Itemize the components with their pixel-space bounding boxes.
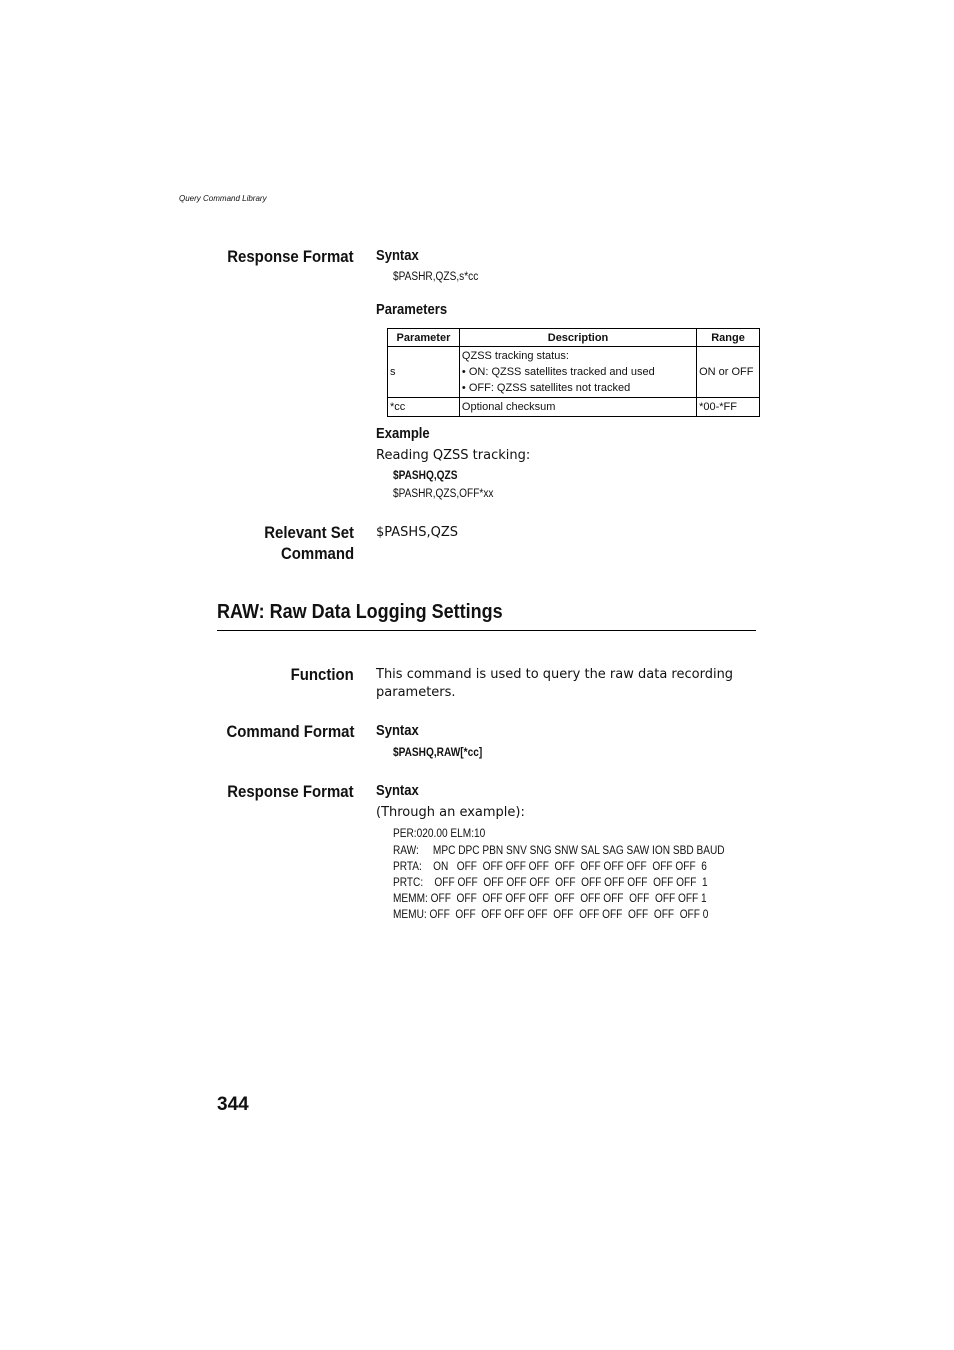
command-syntax: $PASHQ,RAW[*cc] — [393, 747, 483, 759]
table-row — [388, 347, 760, 398]
example-text: Reading QZSS tracking: — [376, 448, 531, 463]
table-header-row — [388, 329, 760, 347]
function-label: Function — [290, 665, 354, 684]
syntax-heading: Syntax — [376, 248, 419, 264]
response-line: PRTC: OFF OFF OFF OFF OFF OFF OFF OFF OFF OFF OFF 1 — [393, 877, 708, 889]
description-line: • ON: QZSS satellites tracked and used — [461, 366, 655, 378]
syntax-line: $PASHR,QZS,s*cc — [393, 271, 479, 283]
response-format-label: Response Format — [227, 782, 354, 801]
response-line: MEMM: OFF OFF OFF OFF OFF OFF OFF OFF OFF OFF OFF 1 — [393, 893, 707, 905]
function-text-line1: This command is used to query the raw data recording — [376, 667, 734, 682]
response-line: PRTA: ON OFF OFF OFF OFF OFF OFF OFF OFF OFF OFF 6 — [393, 861, 707, 873]
description-line: Optional checksum — [461, 401, 556, 413]
section-title: RAW: Raw Data Logging Settings — [217, 601, 503, 623]
table-header: Description — [459, 329, 696, 347]
command-syntax-heading: Syntax — [376, 723, 419, 739]
response-format-label: Response Format — [227, 247, 354, 266]
parameters-table — [387, 328, 760, 417]
description-line: QZSS tracking status: — [461, 350, 569, 362]
table-cell-description — [459, 398, 696, 417]
table-row — [388, 398, 760, 417]
relevant-set-label-line2: Command — [280, 544, 354, 563]
running-head: Query Command Library — [179, 194, 267, 203]
command-format-label: Command Format — [225, 722, 354, 741]
page-number: 344 — [217, 1094, 249, 1115]
table-cell-param: s — [388, 347, 460, 398]
description-line: • OFF: QZSS satellites not tracked — [461, 382, 631, 394]
table-cell-description — [459, 347, 696, 398]
response-intro: (Through an example): — [376, 805, 525, 820]
relevant-set-label-line1: Relevant Set — [264, 523, 354, 542]
table-header: Range — [697, 329, 760, 347]
table-header: Parameter — [388, 329, 460, 347]
response-line: MEMU: OFF OFF OFF OFF OFF OFF OFF OFF OFF OFF OFF 0 — [393, 909, 709, 921]
table-cell-range: *00-*FF — [697, 398, 760, 417]
table-cell-param: *cc — [388, 398, 460, 417]
relevant-set-value: $PASHS,QZS — [376, 525, 458, 540]
example-query: $PASHQ,QZS — [393, 470, 458, 482]
table-cell-range: ON or OFF — [697, 347, 760, 398]
section-divider — [217, 630, 756, 631]
parameters-heading: Parameters — [376, 302, 448, 318]
response-line: PER:020.00 ELM:10 — [393, 828, 486, 840]
example-response: $PASHR,QZS,OFF*xx — [393, 488, 494, 500]
function-text-line2: parameters. — [376, 685, 456, 700]
response-line: RAW: MPC DPC PBN SNV SNG SNW SAL SAG SAW ION SBD BAUD — [393, 845, 725, 857]
example-heading: Example — [376, 426, 430, 442]
response-syntax-heading: Syntax — [376, 783, 419, 799]
